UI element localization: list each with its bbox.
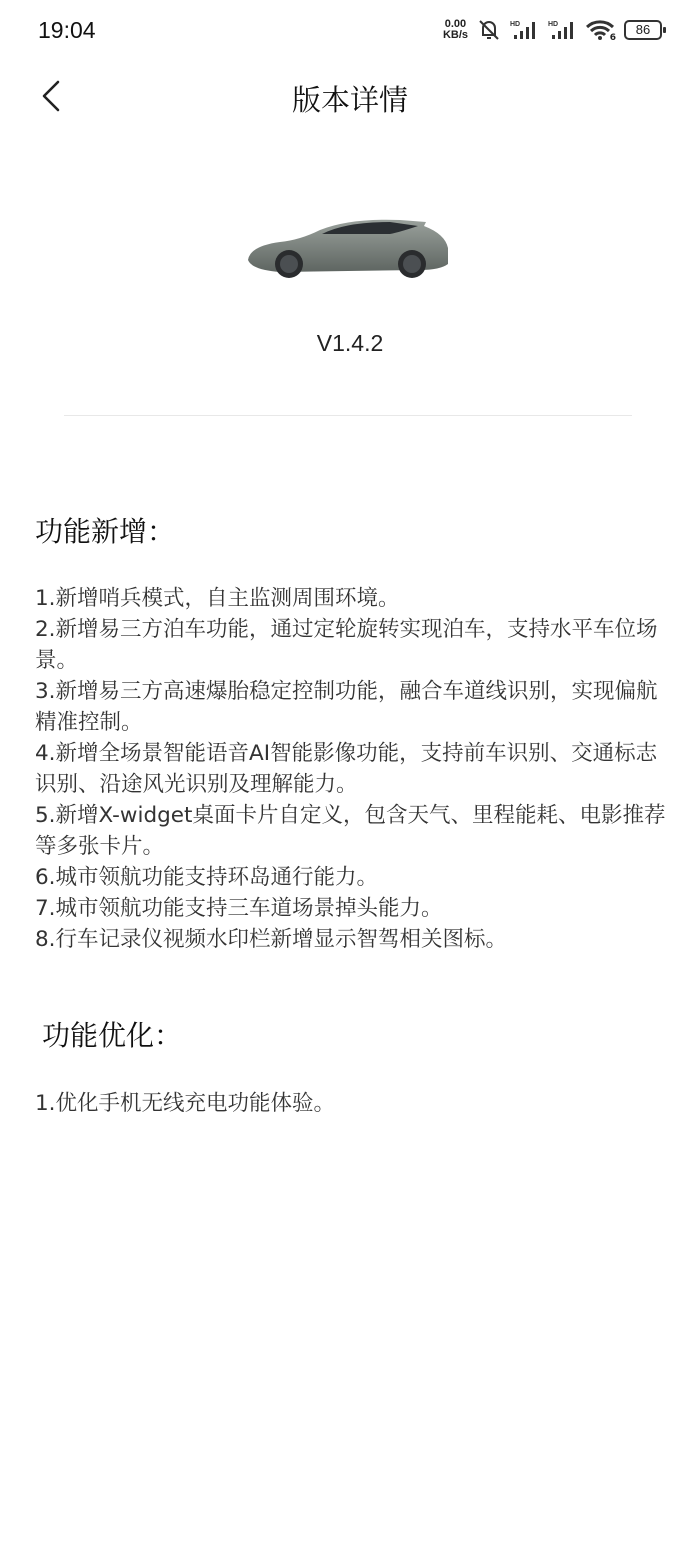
signal-hd-icon xyxy=(510,19,540,41)
car-image xyxy=(240,208,460,288)
list-item: 1.优化手机无线充电功能体验。 xyxy=(35,1091,336,1116)
page-title: 版本详情 xyxy=(291,83,408,117)
list-item: 1.新增哨兵模式，自主监测周围环境。 xyxy=(35,586,400,611)
version-number: V1.4.2 xyxy=(316,330,384,356)
optimizations-list xyxy=(35,1088,671,1119)
speed-unit: KB/s xyxy=(442,29,468,41)
optimizations-heading: 功能优化： xyxy=(42,1019,183,1052)
svg-text:HD: HD xyxy=(548,21,559,28)
list-item: 7.城市领航功能支持三车道场景掉头能力。 xyxy=(35,896,443,921)
battery-indicator: 86 xyxy=(624,20,662,40)
list-item: 3.新增易三方高速爆胎稳定控制功能，融合车道线识别，实现偏航精准控制。 xyxy=(35,679,658,735)
speed-value: 0.00 xyxy=(444,18,467,30)
divider xyxy=(64,415,632,416)
status-bar xyxy=(0,0,700,64)
list-item: 5.新增X-widget桌面卡片自定义，包含天气、里程能耗、电影推荐等多张卡片。 xyxy=(35,803,666,859)
network-speed xyxy=(443,19,468,41)
mute-bell-icon xyxy=(476,18,502,42)
list-item: 4.新增全场景智能语音AI智能影像功能，支持前车识别、交通标志识别、沿途风光识别及理解能力。 xyxy=(35,741,658,797)
list-item: 6.城市领航功能支持环岛通行能力。 xyxy=(35,865,379,890)
list-item: 2.新增易三方泊车功能，通过定轮旋转实现泊车，支持水平车位场景。 xyxy=(35,617,658,673)
new-features-list xyxy=(35,583,671,955)
header xyxy=(0,70,700,124)
new-features-heading: 功能新增： xyxy=(35,515,176,548)
signal-hd-icon xyxy=(548,19,578,41)
wifi-icon xyxy=(586,19,616,41)
svg-text:HD: HD xyxy=(510,21,521,28)
wifi-label: 6 xyxy=(609,33,616,43)
clock: 19:04 xyxy=(38,17,96,43)
list-item: 8.行车记录仪视频水印栏新增显示智驾相关图标。 xyxy=(35,927,508,952)
